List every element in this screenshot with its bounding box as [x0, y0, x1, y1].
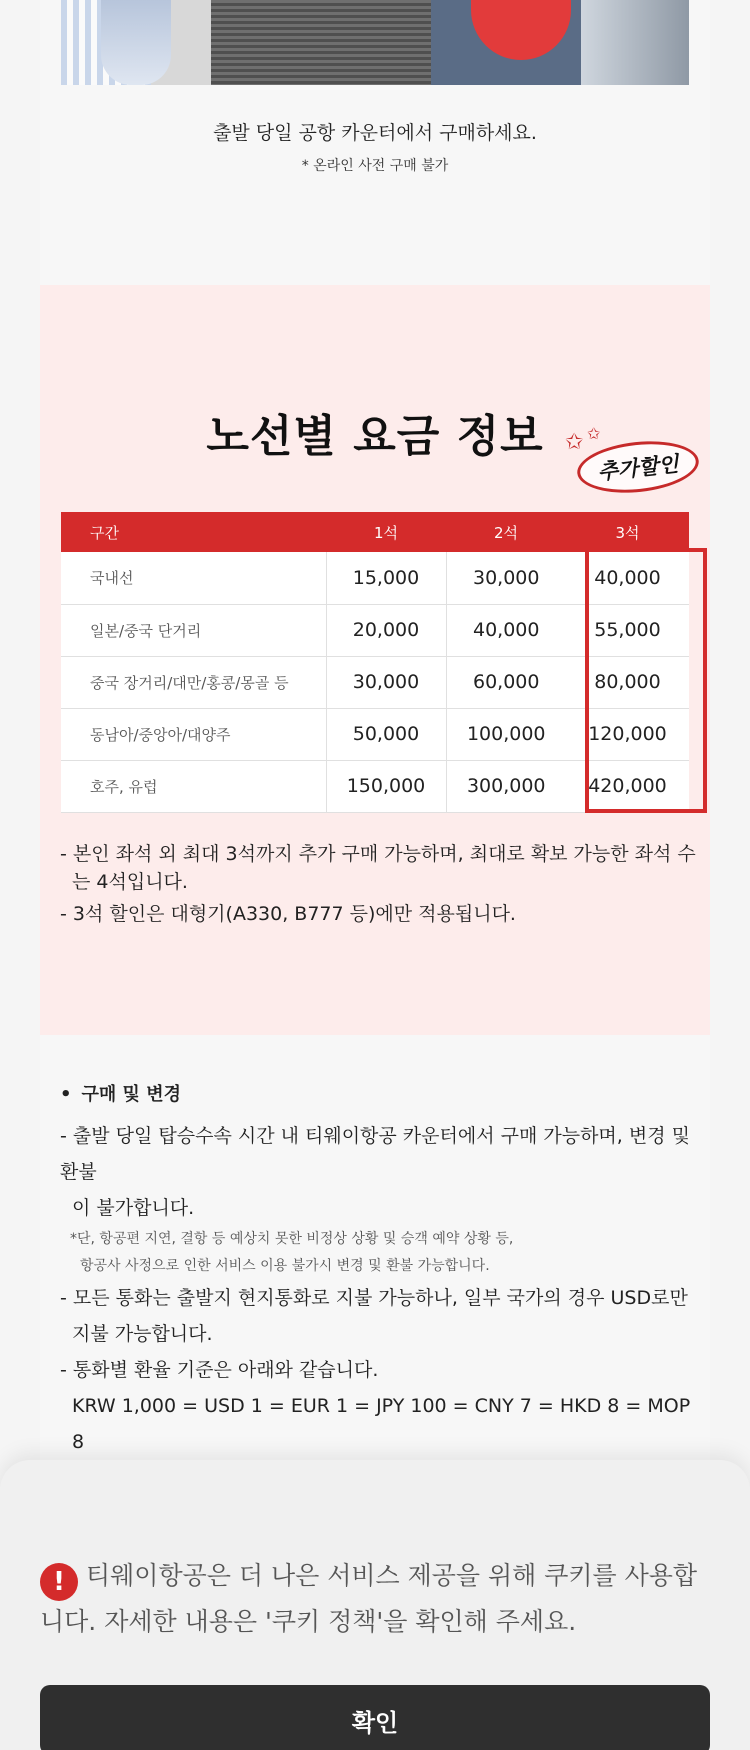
fare-cell: 60,000: [446, 656, 566, 708]
header-1-seat: 1석: [326, 512, 446, 552]
fare-table: [61, 512, 689, 813]
fare-note: - 본인 좌석 외 최대 3석까지 추가 구매 가능하며, 최대로 확보 가능한 좌석 수는 4석입니다.: [60, 843, 696, 893]
fare-cell: 55,000: [566, 604, 689, 656]
fare-cell: 300,000: [446, 760, 566, 812]
route-cell: 일본/중국 단거리: [61, 604, 326, 656]
fare-cell: 40,000: [566, 552, 689, 604]
cookie-banner: [0, 1460, 750, 1750]
info-line: - 통화별 환율 기준은 아래와 같습니다.: [60, 1359, 379, 1381]
purchase-notice: 출발 당일 공항 카운터에서 구매하세요.: [213, 122, 537, 144]
fare-cell: 80,000: [566, 656, 689, 708]
info-line: 지불 가능합니다.: [72, 1323, 213, 1345]
confirm-button[interactable]: 확인: [40, 1685, 710, 1750]
promo-photo: [61, 0, 689, 85]
star-icon: ✩: [565, 430, 584, 455]
route-cell: 국내선: [61, 552, 326, 604]
table-row: [61, 708, 689, 760]
info-line: - 모든 통화는 출발지 현지통화로 지불 가능하나, 일부 국가의 경우 USD로만: [60, 1287, 688, 1309]
fare-cell: 20,000: [326, 604, 446, 656]
fare-cell: 150,000: [326, 760, 446, 812]
alert-icon: !: [40, 1563, 78, 1601]
info-line: - 출발 당일 탑승수속 시간 내 티웨이항공 카운터에서 구매 가능하며, 변경 및 환불: [60, 1125, 690, 1183]
fare-cell: 420,000: [566, 760, 689, 812]
fare-cell: 100,000: [446, 708, 566, 760]
info-small-note: *단, 항공편 지연, 결항 등 예상치 못한 비정상 상황 및 승객 예약 상황 등,: [70, 1231, 514, 1247]
table-header-row: [61, 512, 689, 552]
route-cell: 중국 장거리/대만/홍콩/몽골 등: [61, 656, 326, 708]
info-line: 이 불가합니다.: [72, 1197, 195, 1219]
header-2-seat: 2석: [446, 512, 566, 552]
cookie-message: [40, 1555, 710, 1642]
header-route: 구간: [61, 512, 326, 552]
purchase-heading-text: 구매 및 변경: [81, 1084, 181, 1105]
fare-title: 노선별 요금 정보: [206, 411, 544, 462]
badge-label: 추가할인: [596, 451, 680, 485]
fare-cell: 120,000: [566, 708, 689, 760]
fare-note: - 3석 할인은 대형기(A330, B777 등)에만 적용됩니다.: [60, 903, 516, 925]
table-row: [61, 604, 689, 656]
table-row: [61, 760, 689, 812]
table-row: [61, 656, 689, 708]
extra-discount-badge: [565, 424, 705, 500]
fare-cell: 30,000: [446, 552, 566, 604]
route-cell: 동남아/중앙아/대양주: [61, 708, 326, 760]
fare-cell: 30,000: [326, 656, 446, 708]
table-row: [61, 552, 689, 604]
info-small-note: 항공사 사정으로 인한 서비스 이용 불가시 변경 및 환불 가능합니다.: [80, 1258, 490, 1274]
cookie-message-text: 티웨이항공은 더 나은 서비스 제공을 위해 쿠키를 사용합니다. 자세한 내용은 '쿠키 정책'을 확인해 주세요.: [40, 1561, 698, 1636]
fare-notes: [60, 840, 700, 932]
exchange-rate-line: KRW 1,000 = USD 1 = EUR 1 = JPY 100 = CNY 7 = HKD 8 = MOP 8: [72, 1395, 691, 1453]
online-notice: * 온라인 사전 구매 불가: [301, 158, 449, 174]
route-cell: 호주, 유럽: [61, 760, 326, 812]
fare-section: [40, 285, 710, 1035]
fare-cell: 50,000: [326, 708, 446, 760]
purchase-heading: [60, 1080, 700, 1106]
bullet: •: [60, 1084, 72, 1105]
fare-cell: 15,000: [326, 552, 446, 604]
header-3-seat: 3석: [566, 512, 689, 552]
fare-cell: 40,000: [446, 604, 566, 656]
star-icon: ✩: [587, 424, 601, 443]
